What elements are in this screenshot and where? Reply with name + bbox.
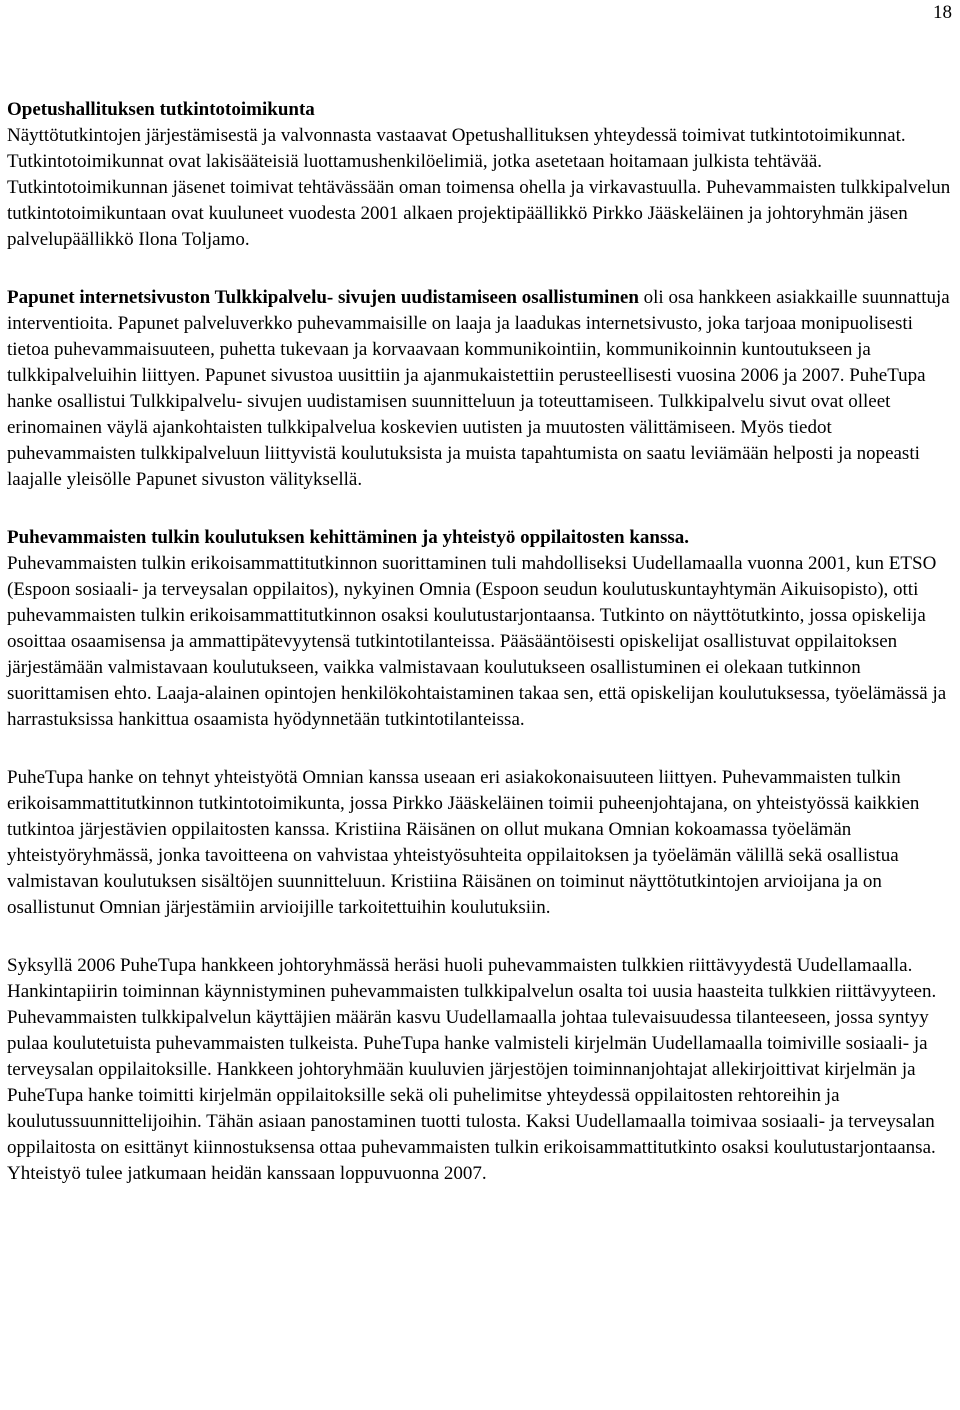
paragraph: Syksyllä 2006 PuheTupa hankkeen johtoryhmässä heräsi huoli puhevammaisten tulkkien riittävyydestä Uudellamaalla. Hankintapiirin toiminnan käynnistyminen puhevammaisten tulkkipalvelun osalta toi uusia haasteita tulkkien riittävyyteen. Puhevammaisten tulkkipalvelun käyttäjien määrän kasvu Uudellamaalla johtaa tulevaisuudessa tilanteeseen, jossa syntyy pulaa koulutetuista puhevammaisten tulkeista. PuheTupa hanke valmisteli kirjelmän Uudellamaalla toimiville sosiaali- ja terveysalan oppilaitoksille. Hankkeen johtoryhmään kuuluvien järjestöjen toiminnanjohtajat allekirjoittivat kirjelmän ja PuheTupa hanke toimitti kirjelmän oppilaitoksille sekä oli puhelimitse yhteydessä oppilaitosten rehtoreihin ja koulutussuunnittelijoihin. Tähän asiaan panostaminen tuotti tulosta. Kaksi Uudellamaalla toimivaa sosiaali- ja terveysalan oppilaitosta on esittänyt kiinnostuksensa ottaa puhevammaisten tulkin erikoisammattitutkinto osaksi koulutustarjontaansa. Yhteistyö tulee jatkumaan heidän kanssaan loppuvuonna 2007. [7,955,937,1184]
section-syksy-2006 [7,953,957,1187]
section-papunet [7,285,957,493]
paragraph: Puhevammaisten tulkin erikoisammattitutkinnon suorittaminen tuli mahdolliseksi Uudellamaalla vuonna 2001, kun ETSO (Espoon sosiaali- ja terveysalan oppilaitos), nykyinen Omnia (Espoon seudun koulutuskuntayhtymän Aikuisopisto), otti puhevammaisten tulkin erikoisammattitutkinnon osaksi koulutustarjontaansa. Tutkinto on näyttötutkinto, jossa opiskelija osoittaa osaamisensa ja ammattipätevyytensä tutkintotilanteissa. Pääsääntöisesti opiskelijat osallistuvat oppilaitoksen järjestämään valmistavaan koulutukseen, vaikka valmistavaan koulutukseen osallistuminen ei olekaan tutkinnon suorittamisen ehto. Laaja-alainen opintojen henkilökohtaistaminen takaa sen, että opiskelijan koulutuksessa, työelämässä ja harrastuksissa hankittua osaamista hyödynnetään tutkintotilanteissa. [7,553,947,730]
paragraph: PuheTupa hanke on tehnyt yhteistyötä Omnian kanssa useaan eri asiakokonaisuuteen liittyen. Puhevammaisten tulkin erikoisammattitutkinnon tutkintotoimikunta, jossa Pirkko Jääskeläinen toimii puheenjohtajana, on yhteistyössä kaikkien tutkintoa järjestävien oppilaitosten kanssa. Kristiina Räisänen on ollut mukana Omnian kokoamassa työelämän yhteistyöryhmässä, jonka tavoitteena on vahvistaa yhteistyösuhteita oppilaitoksen ja työelämän välillä sekä osallistua valmistavan koulutuksen sisältöjen suunnitteluun. Kristiina Räisänen on toiminut näyttötutkintojen arvioijana ja on osallistunut Omnian järjestämiin arvioijille tarkoitettuihin koulutuksiin. [7,767,920,918]
paragraph: Näyttötutkintojen järjestämisestä ja valvonnasta vastaavat Opetushallituksen yhteydessä toimivat tutkintotoimikunnat. Tutkintotoimikunnat ovat lakisääteisiä luottamushenkilöelimiä, jotka asetetaan hoitamaan julkista tehtävää. Tutkintotoimikunnan jäsenet toimivat tehtävässään oman toimensa ohella ja virkavastuulla. Puhevammaisten tulkkipalvelun tutkintotoimikuntaan ovat kuuluneet vuodesta 2001 alkaen projektipäällikkö Pirkko Jääskeläinen ja johtoryhmän jäsen palvelupäällikkö Ilona Toljamo. [7,125,951,250]
page-number: 18 [933,2,952,23]
section-heading: Opetushallituksen tutkintotoimikunta [7,99,315,120]
inline-heading: Papunet internetsivuston Tulkkipalvelu- sivujen uudistamiseen osallistuminen [7,287,639,308]
document-body [7,97,957,1219]
section-tutkintotoimikunta [7,97,957,253]
paragraph-text: oli osa hankkeen asiakkaille suunnattuja interventioita. Papunet palveluverkko puhevammaisille on laaja ja laadukas internetsivusto, joka tarjoaa monipuolisesti tietoa puhevammaisuuteen, puhetta tukevaan ja korvaavaan kommunikointiin, kommunikoinnin kuntoutukseen ja tulkkipalveluihin liittyen. Papunet sivustoa uusittiin ja ajanmukaistettiin perusteellisesti vuosina 2006 ja 2007. PuheTupa hanke osallistui Tulkkipalvelu- sivujen uudistamisen suunnitteluun ja toteuttamiseen. Tulkkipalvelu sivut ovat olleet erinomainen väylä ajankohtaisten tulkkipalvelua koskevien uutisten ja muutosten välittämiseen. Myös tiedot puhevammaisten tulkkipalveluun liittyvistä koulutuksista ja muista tapahtumista on saatu leviämään helposti ja nopeasti laajalle yleisölle Papunet sivuston välityksellä. [7,287,950,490]
paragraph [7,285,957,493]
section-omnia-yhteistyo [7,765,957,921]
section-koulutus [7,525,957,733]
section-heading: Puhevammaisten tulkin koulutuksen kehittäminen ja yhteistyö oppilaitosten kanssa. [7,527,690,548]
